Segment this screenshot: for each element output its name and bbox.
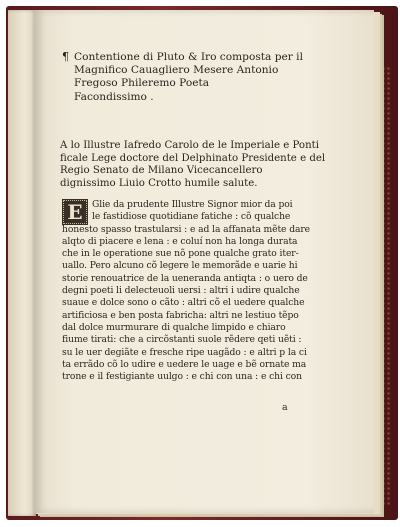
body-line: trone e il festigiante uulgo : e chi con una : e chi con (62, 371, 302, 383)
left-flyleaf (8, 10, 36, 516)
body-line: degni poeti li delecteuoli uersi : altri i udire qualche (62, 285, 300, 297)
catchword: a (282, 402, 288, 413)
title-line: Fregoso Phileremo Poeta (74, 77, 210, 89)
decorated-initial: E (62, 199, 88, 225)
body-line: honesto spasso trastularsi : e ad la affanata mẽte dare (62, 223, 311, 235)
body-paragraph (62, 199, 310, 383)
body-line: artificiosa e ben posta fabricha: altri ne lestiuo tẽpo (62, 309, 299, 321)
body-line: alqto di piacere e lena : e coluí non ha longa durata (62, 235, 298, 247)
body-line: dal dolce murmurare di qualche limpido e chiaro (62, 321, 286, 333)
dedication-line: A lo Illustre Iafredo Carolo de le Imperiale e Ponti (60, 140, 319, 151)
dedication-line: dignissimo Liuio Crotto humile salute. (60, 177, 258, 189)
body-line: che in le operatione sue nõ pone qualche grato iter- (62, 248, 299, 260)
body-line: uallo. Pero alcuno cõ legere le memorãde e uarie hi (62, 260, 298, 272)
title-line: Facondissimo . (74, 90, 154, 103)
dedication-line: ficale Lege doctore del Delphinato Presidente e del (60, 152, 326, 164)
body-line: le fastidiose quotidiane fatiche : cõ qualche (92, 211, 291, 223)
body-line: Glie da prudente Illustre Signor mior da poi (92, 199, 293, 210)
dedication-block (60, 140, 325, 190)
title-block (62, 50, 303, 104)
body-line: storie renouatrice de la ueneranda antiqta : o uero de (62, 272, 308, 284)
body-line: fiume tirati: che a circõstanti suole rẽdere qeti uẽti : (62, 334, 302, 346)
body-line: suaue e dolce sono o cãto : altri cõ el uedere qualche (62, 297, 305, 309)
title-line: ¶ Contentione di Pluto & Iro composta per il (62, 50, 303, 63)
pilcrow-icon: ¶ (62, 50, 69, 63)
body-line: su le uer degiãte e fresche ripe uagãdo : e altri p la ci (62, 346, 307, 358)
body-line: ta errãdo cõ lo udire e uedere le uage e bẽ ornate ma (62, 358, 307, 370)
dedication-line: Regio Senato de Milano Vicecancellero (60, 165, 263, 177)
title-line: Magnifico Cauagliero Mesere Antonio (74, 63, 279, 76)
